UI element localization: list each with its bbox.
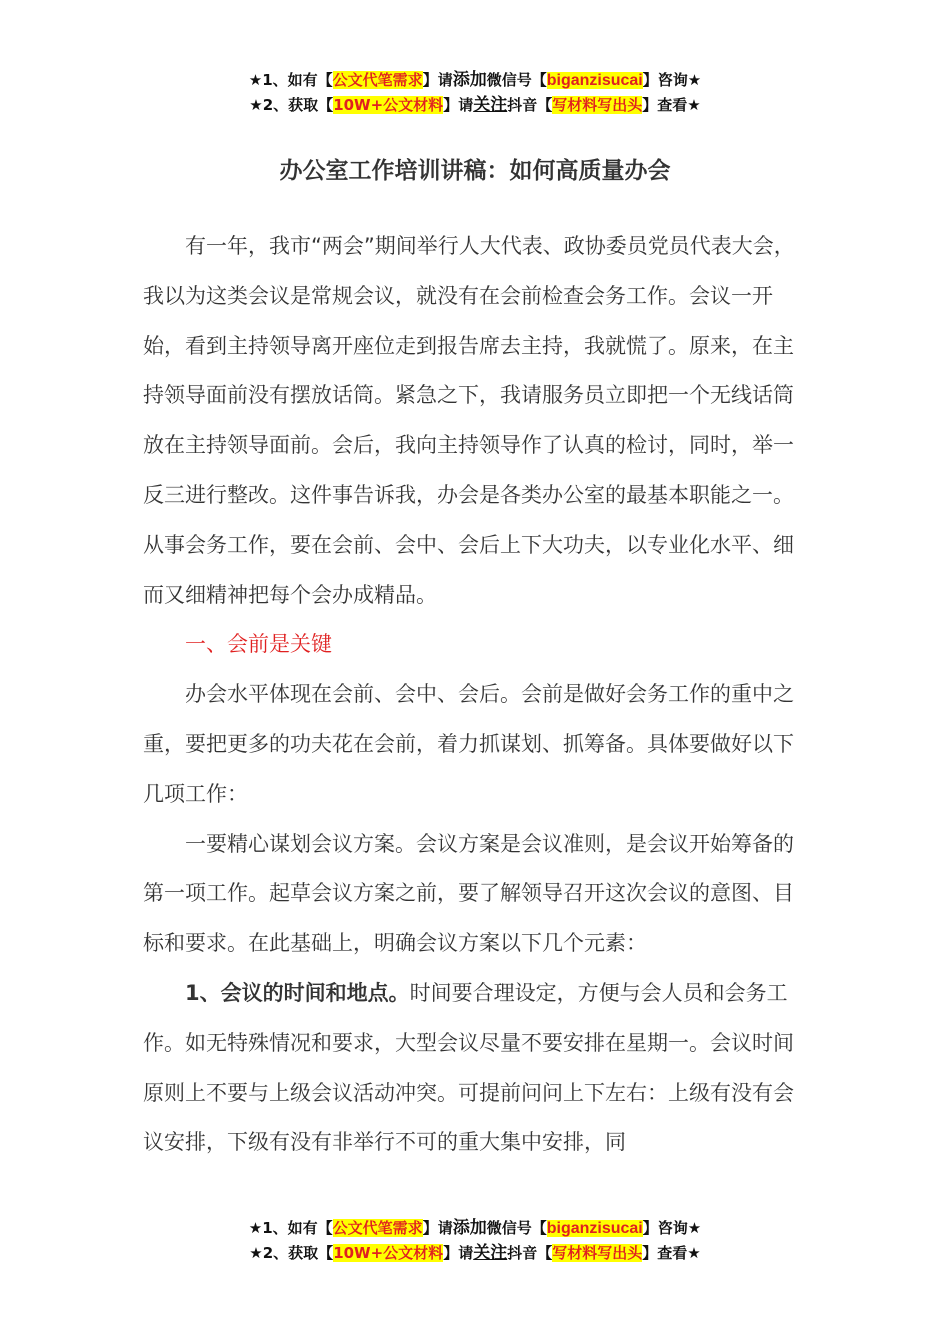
- banner-text: 】请: [422, 71, 453, 89]
- banner-highlight: 写材料写出头: [552, 96, 643, 114]
- banner-text: 】查看★: [642, 1244, 701, 1262]
- banner-emphasis: 关注: [473, 95, 508, 115]
- banner-text: ★2、获取【: [249, 1244, 334, 1262]
- banner-emphasis: 添加: [452, 1218, 487, 1238]
- paragraph: 办会水平体现在会前、会中、会后。会前是做好会务工作的重中之重，要把更多的功夫花在会前，着力抓谋划、抓筹备。具体要做好以下几项工作：: [143, 682, 794, 806]
- banner-highlight: 10W+公文材料: [333, 96, 444, 114]
- banner-text: 抖音【: [507, 1244, 553, 1262]
- banner-line-2: [0, 1241, 950, 1265]
- banner-text: 】请: [443, 1244, 474, 1262]
- list-item: [143, 969, 810, 1168]
- banner-wechat-id: biganzisucai: [546, 1220, 643, 1237]
- banner-emphasis: 添加: [452, 70, 487, 90]
- banner-highlight: 写材料写出头: [552, 1244, 643, 1262]
- banner-text: 】请: [443, 96, 474, 114]
- bottom-banner: [0, 1216, 950, 1265]
- document-title: 办公室工作培训讲稿：如何高质量办会: [279, 158, 671, 184]
- banner-text: 微信号【: [486, 1219, 547, 1237]
- banner-highlight: 公文代笔需求: [332, 71, 423, 89]
- document-body: [143, 222, 810, 1168]
- banner-highlight: 公文代笔需求: [332, 1219, 423, 1237]
- banner-highlight: 10W+公文材料: [333, 1244, 444, 1262]
- banner-emphasis: 关注: [473, 1243, 508, 1263]
- banner-text: ★1、如有【: [248, 71, 333, 89]
- banner-line-1: [0, 68, 950, 93]
- banner-text: 】咨询★: [642, 71, 702, 89]
- banner-text: ★2、获取【: [249, 96, 334, 114]
- banner-text: 微信号【: [486, 71, 547, 89]
- banner-wechat-id: biganzisucai: [546, 72, 643, 89]
- banner-text: 】查看★: [642, 96, 701, 114]
- banner-text: ★1、如有【: [248, 1219, 333, 1237]
- list-item-text: 时间要合理设定，方便与会人员和会务工作。如无特殊情况和要求，大型会议尽量不要安排在星期一。会议时间原则上不要与上级会议活动冲突。可提前问问上下左右：上级有没有会议安排，下级有没有非举行不可的重大集中安排，同: [143, 980, 794, 1155]
- list-item-label: 1、会议的时间和地点。: [185, 980, 410, 1005]
- banner-text: 】咨询★: [642, 1219, 702, 1237]
- banner-text: 】请: [422, 1219, 453, 1237]
- paragraph: 有一年，我市“两会”期间举行人大代表、政协委员党员代表大会，我以为这类会议是常规会议，就没有在会前检查会务工作。会议一开始，看到主持领导离开座位走到报告席去主持，我就慌了。原来，在主持领导面前没有摆放话筒。紧急之下，我请服务员立即把一个无线话筒放在主持领导面前。会后，我向主持领导作了认真的检讨，同时，举一反三进行整改。这件事告诉我，办会是各类办公室的最基本职能之一。从事会务工作，要在会前、会中、会后上下大功夫，以专业化水平、细而又细精神把每个会办成精品。: [143, 234, 795, 607]
- section-heading: 一、会前是关键: [185, 632, 332, 657]
- banner-text: 抖音【: [507, 96, 553, 114]
- banner-line-2: [0, 93, 950, 117]
- banner-line-1: [0, 1216, 950, 1241]
- paragraph: 一要精心谋划会议方案。会议方案是会议准则，是会议开始筹备的第一项工作。起草会议方案之前，要了解领导召开这次会议的意图、目标和要求。在此基础上，明确会议方案以下几个元素：: [143, 831, 794, 956]
- top-banner: [0, 68, 950, 117]
